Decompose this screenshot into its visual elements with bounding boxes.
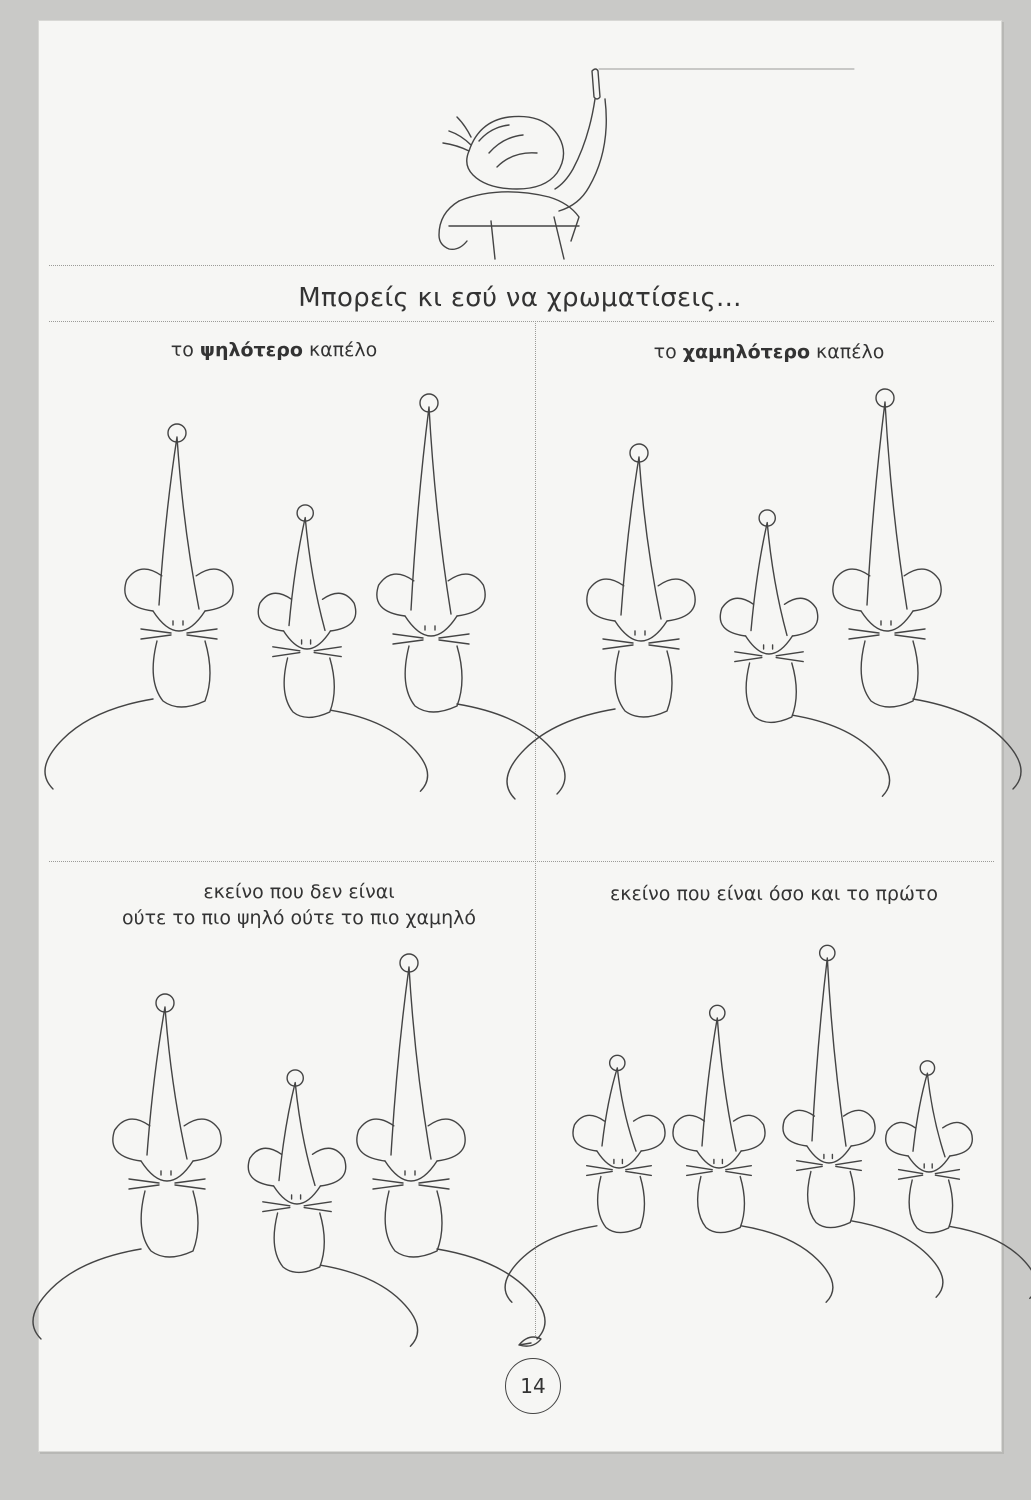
ear bbox=[357, 1119, 394, 1161]
mouse-7 bbox=[33, 994, 221, 1339]
mouse-9 bbox=[357, 954, 545, 1339]
mice-illustrations bbox=[39, 21, 1001, 1451]
hat bbox=[812, 958, 846, 1146]
panel-label-same: εκείνο που είναι όσο και το πρώτο bbox=[610, 883, 938, 905]
tail bbox=[913, 699, 1021, 789]
eyes bbox=[425, 626, 435, 630]
whiskers bbox=[273, 647, 341, 657]
ear bbox=[734, 1115, 765, 1151]
body bbox=[274, 1213, 324, 1272]
ear bbox=[448, 574, 485, 616]
panel-label-shortest: το χαμηλότερο καπέλο bbox=[653, 341, 885, 363]
face bbox=[697, 1151, 741, 1168]
hat bbox=[913, 1073, 945, 1157]
body bbox=[141, 1191, 198, 1257]
tail bbox=[437, 1249, 545, 1339]
body bbox=[284, 658, 334, 717]
body bbox=[698, 1177, 745, 1233]
ear bbox=[783, 1110, 814, 1146]
tail bbox=[507, 709, 615, 799]
ear bbox=[248, 1148, 281, 1186]
ear bbox=[904, 569, 941, 611]
face bbox=[405, 616, 457, 636]
face bbox=[141, 1161, 193, 1181]
hat bbox=[279, 1083, 315, 1186]
ear bbox=[784, 598, 817, 636]
panel-label-middle: εκείνο που δεν είναι ούτε το πιο ψηλό ούτε το πιο χαμηλό bbox=[122, 881, 476, 929]
tail bbox=[45, 699, 153, 789]
face bbox=[284, 631, 331, 649]
eyes bbox=[881, 621, 891, 625]
eyes bbox=[635, 631, 645, 635]
mouse-11 bbox=[673, 1005, 833, 1302]
mouse-2 bbox=[258, 505, 427, 791]
leaf-icon bbox=[517, 1333, 547, 1353]
mouse-1 bbox=[45, 424, 233, 789]
face bbox=[274, 1186, 321, 1204]
ear bbox=[720, 598, 753, 636]
eyes bbox=[714, 1160, 723, 1164]
mouse-8 bbox=[248, 1070, 417, 1346]
hat bbox=[391, 967, 431, 1159]
ear bbox=[844, 1110, 875, 1146]
body bbox=[385, 1191, 442, 1257]
ear bbox=[258, 593, 291, 631]
ear bbox=[322, 593, 355, 631]
eyes bbox=[824, 1155, 833, 1159]
body bbox=[615, 651, 672, 717]
worksheet-page bbox=[38, 20, 1002, 1452]
face bbox=[153, 611, 205, 631]
tail bbox=[320, 1265, 417, 1346]
eyes bbox=[924, 1164, 932, 1168]
body bbox=[153, 641, 210, 707]
whiskers bbox=[587, 1166, 652, 1176]
mouse-6 bbox=[833, 389, 1021, 789]
ear bbox=[833, 569, 870, 611]
mouse-3 bbox=[377, 394, 565, 794]
face bbox=[861, 611, 913, 631]
whiskers bbox=[899, 1170, 960, 1180]
ear bbox=[658, 579, 695, 621]
tail bbox=[505, 1226, 597, 1303]
hat bbox=[411, 407, 451, 614]
hat bbox=[702, 1018, 736, 1151]
page-title: Μπορείς κι εσύ να χρωματίσεις... bbox=[298, 283, 742, 313]
eyes bbox=[173, 621, 183, 625]
eyes bbox=[614, 1160, 623, 1164]
hat bbox=[602, 1068, 636, 1151]
hat bbox=[751, 523, 787, 636]
whiskers bbox=[797, 1161, 862, 1171]
face bbox=[908, 1156, 950, 1172]
body bbox=[746, 663, 796, 722]
ear bbox=[196, 569, 233, 611]
body bbox=[861, 641, 918, 707]
hat bbox=[289, 518, 325, 631]
mouse-12 bbox=[783, 945, 943, 1297]
whiskers bbox=[687, 1166, 752, 1176]
body bbox=[405, 646, 462, 712]
face bbox=[807, 1146, 851, 1163]
hat bbox=[147, 1007, 187, 1159]
tail bbox=[33, 1249, 141, 1339]
tail bbox=[330, 710, 427, 791]
eyes bbox=[161, 1171, 171, 1175]
face bbox=[385, 1161, 437, 1181]
ear bbox=[943, 1122, 973, 1156]
ear bbox=[673, 1115, 704, 1151]
tail bbox=[457, 704, 565, 794]
face bbox=[746, 636, 793, 654]
ear bbox=[113, 1119, 150, 1161]
whiskers bbox=[263, 1202, 331, 1212]
ear bbox=[634, 1115, 665, 1151]
ear bbox=[184, 1119, 221, 1161]
eyes bbox=[292, 1195, 301, 1199]
body bbox=[598, 1177, 645, 1233]
mouse-4 bbox=[507, 444, 695, 799]
ear bbox=[573, 1115, 604, 1151]
page-number: 14 bbox=[505, 1358, 561, 1414]
mouse-13 bbox=[886, 1061, 1031, 1299]
tail bbox=[741, 1226, 833, 1303]
ear bbox=[886, 1122, 916, 1156]
ear bbox=[587, 579, 624, 621]
tail bbox=[950, 1226, 1031, 1298]
hat bbox=[867, 402, 907, 609]
hat bbox=[159, 437, 199, 609]
eyes bbox=[302, 640, 311, 644]
body bbox=[909, 1180, 952, 1233]
ear bbox=[428, 1119, 465, 1161]
ear bbox=[125, 569, 162, 611]
ear bbox=[312, 1148, 345, 1186]
face bbox=[615, 621, 667, 641]
panel-label-tallest: το ψηλότερο καπέλο bbox=[170, 339, 378, 361]
face bbox=[597, 1151, 641, 1168]
whiskers bbox=[735, 652, 803, 662]
mouse-10 bbox=[505, 1055, 665, 1302]
mouse-5 bbox=[720, 510, 889, 796]
tail bbox=[792, 715, 889, 796]
hat bbox=[621, 457, 661, 619]
ear bbox=[377, 574, 414, 616]
body bbox=[808, 1172, 855, 1228]
eyes bbox=[405, 1171, 415, 1175]
eyes bbox=[764, 645, 773, 649]
